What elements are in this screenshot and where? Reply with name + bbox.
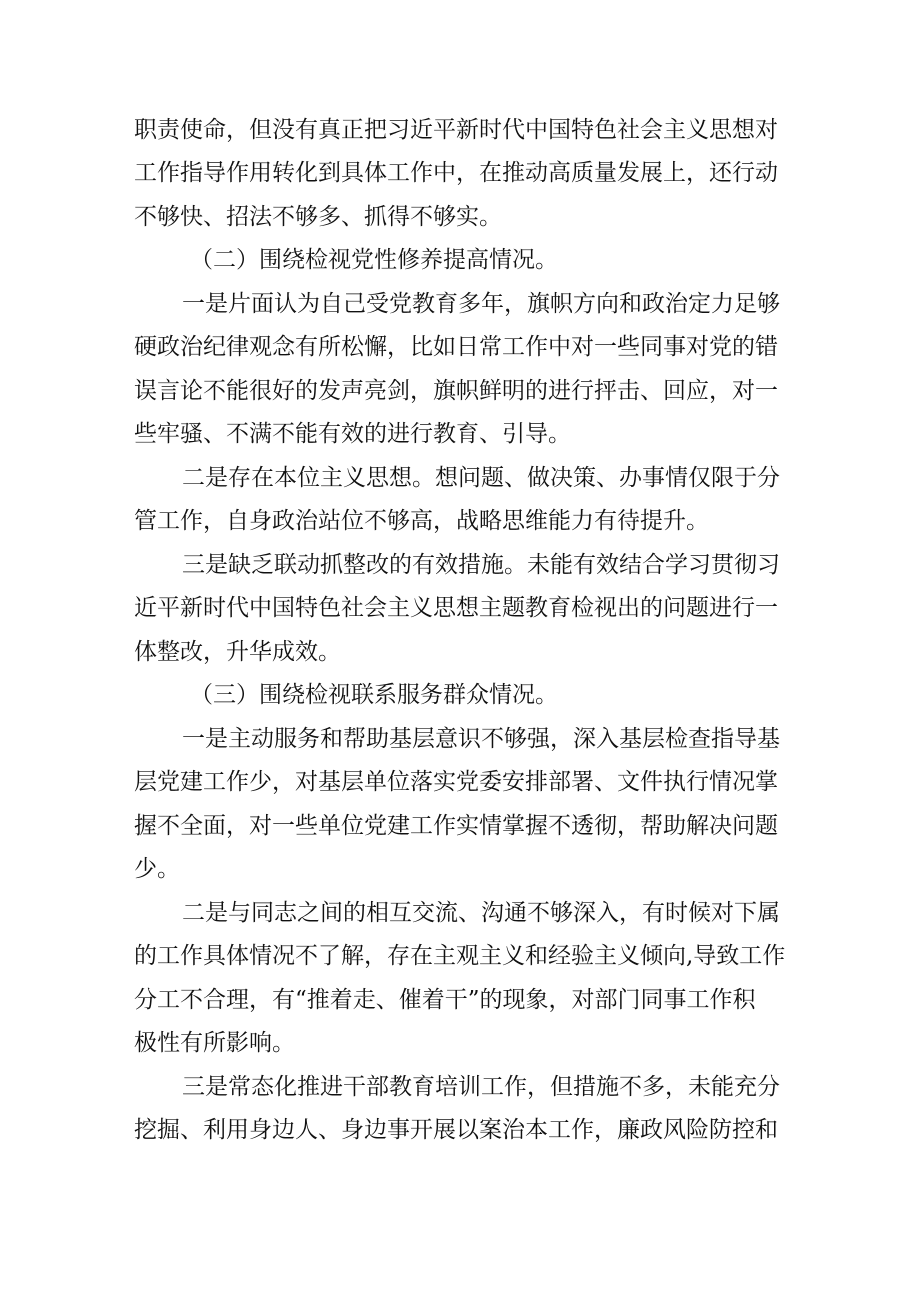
text-line: 硬政治纪律观念有所松懈，比如日常工作中对一些同事对党的错 [134, 334, 778, 360]
text-line: 层党建工作少，对基层单位落实党委安排部署、文件执行情况掌 [134, 769, 778, 795]
text-line: 少。 [134, 856, 180, 882]
section-heading: （三）围绕检视联系服务群众情况。 [190, 682, 558, 708]
text-line: 握不全面，对一些单位党建工作实情掌握不透彻，帮助解决问题 [134, 813, 778, 839]
text-line: 二是存在本位主义思想。想问题、做决策、办事情仅限于分 [182, 465, 780, 491]
text-line: 一是主动服务和帮助基层意识不够强，深入基层检查指导基 [182, 726, 780, 752]
section-heading: （二）围绕检视党性修养提高情况。 [190, 247, 558, 273]
text-line: 挖掘、利用身边人、身边事开展以案治本工作，廉政风险防控和 [134, 1117, 778, 1143]
text-line: 体整改，升华成效。 [134, 639, 341, 665]
text-line: 近平新时代中国特色社会主义思想主题教育检视出的问题进行一 [134, 595, 778, 621]
text-line: 不够快、招法不够多、抓得不够实。 [134, 204, 502, 230]
text-line: 工作指导作用转化到具体工作中，在推动高质量发展上，还行动 [134, 160, 778, 186]
text-line: 一是片面认为自己受党教育多年，旗帜方向和政治定力足够 [182, 291, 780, 317]
text-line: 的工作具体情况不了解，存在主观主义和经验主义倾向,导致工作 [134, 943, 786, 969]
text-line: 分工不合理，有“推着走、催着干”的现象，对部门同事工作积 [134, 987, 756, 1013]
text-line: 三是常态化推进干部教育培训工作，但措施不多，未能充分 [182, 1074, 780, 1100]
text-line: 些牢骚、不满不能有效的进行教育、引导。 [134, 421, 571, 447]
text-line: 误言论不能很好的发声亮剑，旗帜鲜明的进行抨击、回应，对一 [134, 378, 778, 404]
text-line: 管工作，自身政治站位不够高，战略思维能力有待提升。 [134, 508, 709, 534]
text-line: 职责使命，但没有真正把习近平新时代中国特色社会主义思想对 [134, 117, 778, 143]
text-line: 二是与同志之间的相互交流、沟通不够深入，有时候对下属 [182, 900, 780, 926]
text-line: 极性有所影响。 [134, 1030, 295, 1056]
text-line: 三是缺乏联动抓整改的有效措施。未能有效结合学习贯彻习 [182, 552, 780, 578]
